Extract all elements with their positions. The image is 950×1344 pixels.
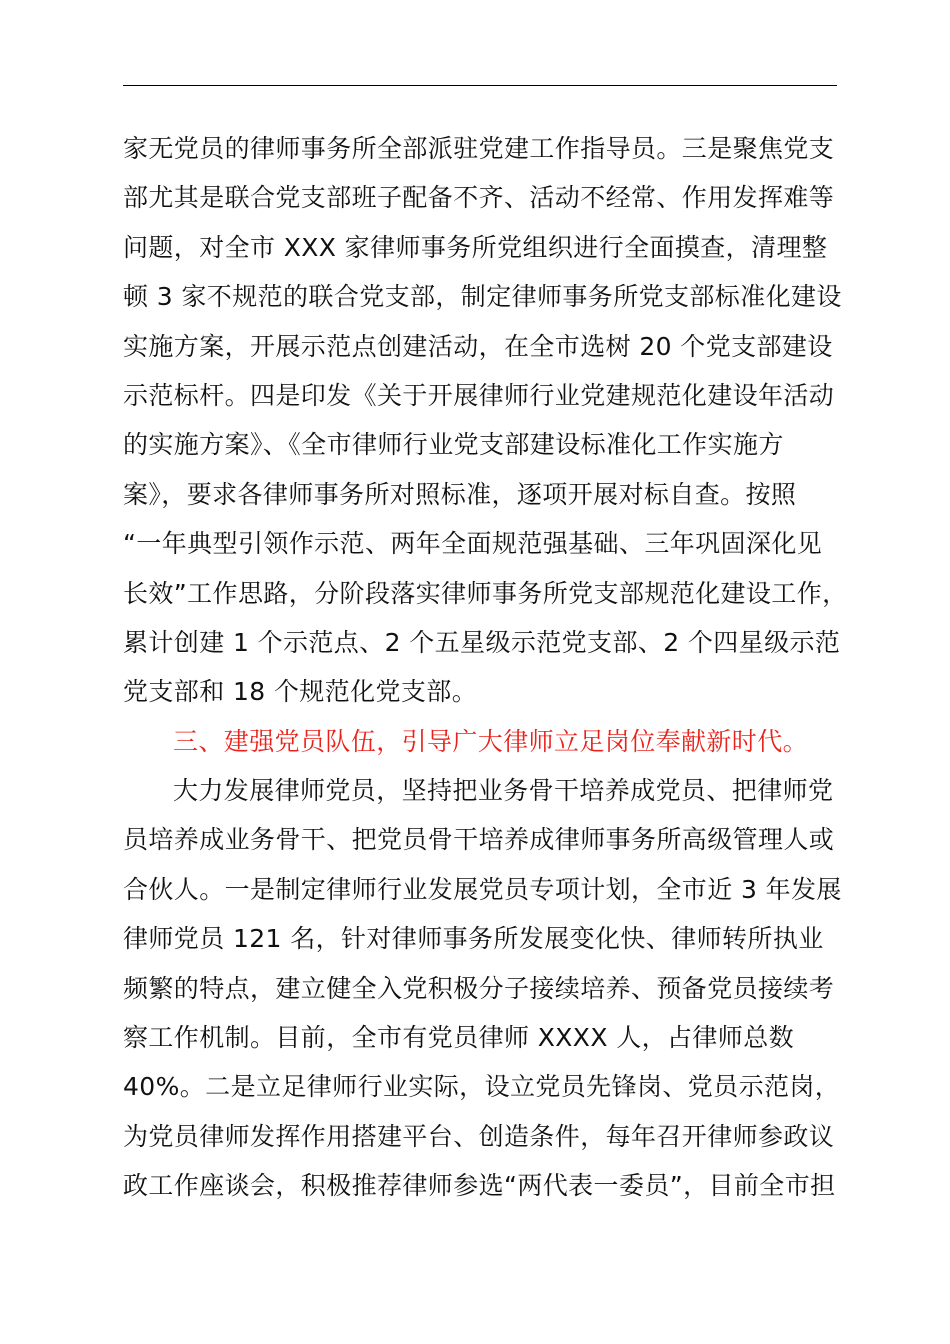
text-line: 顿 3 家不规范的联合党支部，制定律师事务所党支部标准化建设	[123, 282, 842, 312]
text-line: 实施方案，开展示范点创建活动，在全市选树 20 个党支部建设	[123, 331, 833, 361]
text-line: 问题，对全市 XXX 家律师事务所党组织进行全面摸查，清理整	[123, 232, 828, 262]
text-line: 律师党员 121 名，针对律师事务所发展变化快、律师转所执业	[123, 924, 824, 954]
text-line: 部尤其是联合党支部班子配备不齐、活动不经常、作用发挥难等	[123, 183, 835, 213]
text-line: 家无党员的律师事务所全部派驻党建工作指导员。三是聚焦党支	[123, 134, 835, 163]
text-line: 政工作座谈会，积极推荐律师参选“两代表一委员”，目前全市担	[123, 1171, 836, 1201]
text-line: 为党员律师发挥作用搭建平台、创造条件，每年召开律师参政议	[123, 1121, 835, 1151]
text-line: 大力发展律师党员，坚持把业务骨干培养成党员、把律师党	[173, 776, 834, 806]
document-body	[123, 124, 863, 1211]
section-heading: 三、建强党员队伍，引导广大律师立足岗位奉献新时代。	[173, 726, 809, 756]
text-line: 长效”工作思路，分阶段落实律师事务所党支部规范化建设工作，	[123, 578, 848, 608]
text-line: “一年典型引领作示范、两年全面规范强基础、三年巩固深化见	[123, 529, 823, 559]
text-line: 频繁的特点，建立健全入党积极分子接续培养、预备党员接续考	[123, 973, 835, 1003]
text-line: 合伙人。一是制定律师行业发展党员专项计划，全市近 3 年发展	[123, 874, 842, 904]
text-line: 察工作机制。目前，全市有党员律师 XXXX 人，占律师总数	[123, 1023, 795, 1053]
text-line: 的实施方案》、《全市律师行业党支部建设标准化工作实施方	[123, 430, 784, 460]
text-line: 员培养成业务骨干、把党员骨干培养成律师事务所高级管理人或	[123, 825, 835, 855]
header-rule	[123, 85, 837, 86]
text-line: 累计创建 1 个示范点、2 个五星级示范党支部、2 个四星级示范	[123, 627, 841, 657]
text-line: 40%。二是立足律师行业实际，设立党员先锋岗、党员示范岗，	[123, 1072, 841, 1102]
text-line: 党支部和 18 个规范化党支部。	[123, 677, 478, 707]
text-line: 案》，要求各律师事务所对照标准，逐项开展对标自查。按照	[123, 479, 797, 509]
text-line: 示范标杆。四是印发《关于开展律师行业党建规范化建设年活动	[123, 380, 835, 410]
